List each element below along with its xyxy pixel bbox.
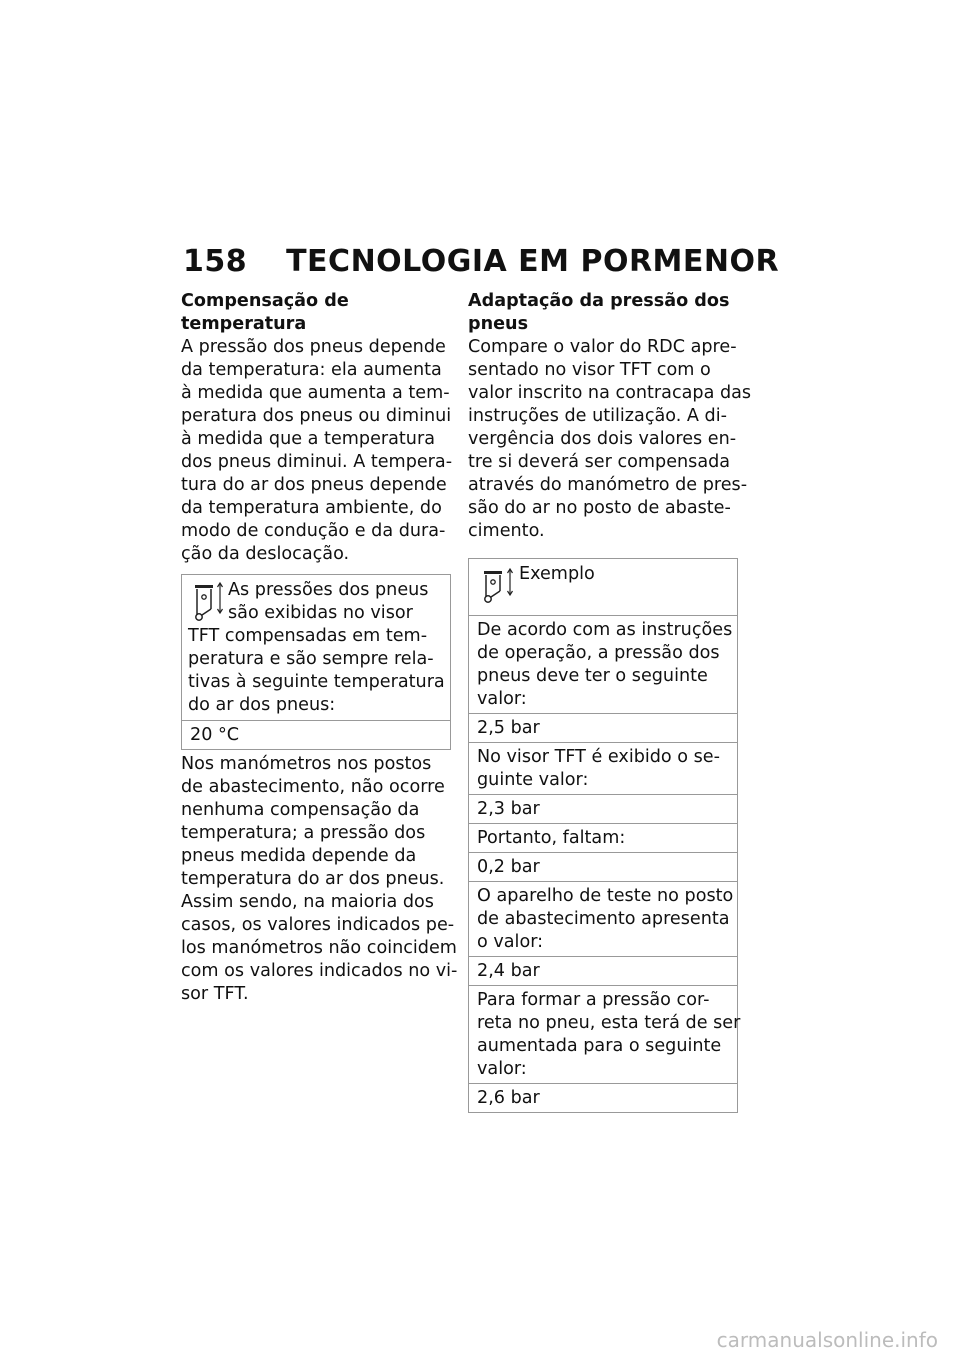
- text-line: peratura dos pneus ou diminui: [181, 406, 452, 426]
- text-line: valor:: [477, 689, 527, 709]
- note-content: [182, 575, 450, 720]
- note-line: TFT compensadas em tem-: [188, 626, 428, 646]
- page-number: 158: [183, 244, 248, 279]
- text-line: No visor TFT é exibido o se-: [477, 747, 720, 767]
- text-line: de abastecimento, não ocorre: [181, 777, 445, 797]
- text-line: guinte valor:: [477, 770, 589, 790]
- text-line: à medida que aumenta a tem-: [181, 383, 450, 403]
- text-line: cimento.: [468, 521, 545, 541]
- text-line: nenhuma compensação da: [181, 800, 420, 820]
- text-line: tre si deverá ser compensada: [468, 452, 731, 472]
- text-line: de abastecimento apresenta: [477, 909, 730, 929]
- example-row-value: 2,5 bar: [469, 713, 737, 742]
- note-line: são exibidas no visor: [228, 603, 413, 623]
- text-line: são do ar no posto de abaste-: [468, 498, 731, 518]
- text-line: da temperatura ambiente, do: [181, 498, 442, 518]
- text-line: com os valores indicados no vi-: [181, 961, 458, 981]
- text-line: vergência dos dois valores en-: [468, 429, 737, 449]
- text-line: valor inscrito na contracapa das: [468, 383, 752, 403]
- page-header: [183, 242, 783, 282]
- text-line: através do manómetro de pres-: [468, 475, 748, 495]
- text-line: pneus deve ter o seguinte: [477, 666, 708, 686]
- example-row-text: [469, 881, 737, 956]
- right-column: [468, 290, 752, 1113]
- example-header: [469, 559, 737, 615]
- text-line: Para formar a pressão cor-: [477, 990, 710, 1010]
- paragraph-manometers: [181, 753, 458, 1006]
- example-row-text: [469, 615, 737, 713]
- text-line: De acordo com as instruções: [477, 620, 733, 640]
- text-line: Nos manómetros nos postos: [181, 754, 432, 774]
- note-line: As pressões dos pneus: [228, 580, 429, 600]
- example-box: [468, 558, 741, 1113]
- text-line: A pressão dos pneus depende: [181, 337, 446, 357]
- example-row-text: [469, 985, 741, 1083]
- note-value: 20 °C: [182, 720, 450, 749]
- note-line: tivas à seguinte temperatura: [188, 672, 445, 692]
- example-row-value: 0,2 bar: [469, 852, 737, 881]
- text-line: instruções de utilização. A di-: [468, 406, 727, 426]
- text-line: da temperatura: ela aumenta: [181, 360, 442, 380]
- heading-line: Adaptação da pressão dos: [468, 291, 730, 311]
- text-line: Portanto, faltam:: [477, 828, 626, 848]
- text-line: valor:: [477, 1059, 527, 1079]
- text-line: à medida que a temperatura: [181, 429, 435, 449]
- text-line: sentado no visor TFT com o: [468, 360, 711, 380]
- text-line: aumentada para o seguinte: [477, 1036, 722, 1056]
- example-label: Exemplo: [519, 564, 595, 584]
- text-line: temperatura do ar dos pneus.: [181, 869, 445, 889]
- watermark: carmanualsonline.info: [716, 1328, 938, 1352]
- text-line: de operação, a pressão dos: [477, 643, 720, 663]
- text-line: pneus medida depende da: [181, 846, 417, 866]
- tire-pressure-gauge-icon: [479, 565, 515, 605]
- heading-temperature-compensation: Compensação de temperatura: [181, 291, 349, 334]
- paragraph-compare: [468, 336, 752, 543]
- text-line: O aparelho de teste no posto: [477, 886, 734, 906]
- paragraph-temperature: [181, 336, 451, 566]
- text-line: reta no pneu, esta terá de ser: [477, 1013, 741, 1033]
- example-row-text: [469, 742, 737, 794]
- example-row-value: 2,3 bar: [469, 794, 737, 823]
- example-row-text: [469, 823, 737, 852]
- heading-line: pneus: [468, 314, 529, 334]
- example-row-value: 2,4 bar: [469, 956, 737, 985]
- note-box: [181, 574, 451, 750]
- text-line: sor TFT.: [181, 984, 249, 1004]
- text-line: tura do ar dos pneus depende: [181, 475, 447, 495]
- text-line: dos pneus diminui. A tempera-: [181, 452, 453, 472]
- note-line: peratura e são sempre rela-: [188, 649, 434, 669]
- tire-pressure-gauge-icon: [188, 579, 224, 625]
- text-line: modo de condução e da dura-: [181, 521, 446, 541]
- example-row-value: 2,6 bar: [469, 1083, 737, 1112]
- text-line: casos, os valores indicados pe-: [181, 915, 455, 935]
- text-line: los manómetros não coincidem: [181, 938, 457, 958]
- left-column: [181, 290, 458, 1006]
- note-line: do ar dos pneus:: [188, 695, 336, 715]
- text-line: o valor:: [477, 932, 544, 952]
- section-title: TECNOLOGIA EM PORMENOR: [286, 244, 780, 279]
- text-line: Assim sendo, na maioria dos: [181, 892, 434, 912]
- heading-pressure-adaptation: [468, 290, 738, 336]
- text-line: temperatura; a pressão dos: [181, 823, 426, 843]
- text-line: Compare o valor do RDC apre-: [468, 337, 737, 357]
- text-line: ção da deslocação.: [181, 544, 350, 564]
